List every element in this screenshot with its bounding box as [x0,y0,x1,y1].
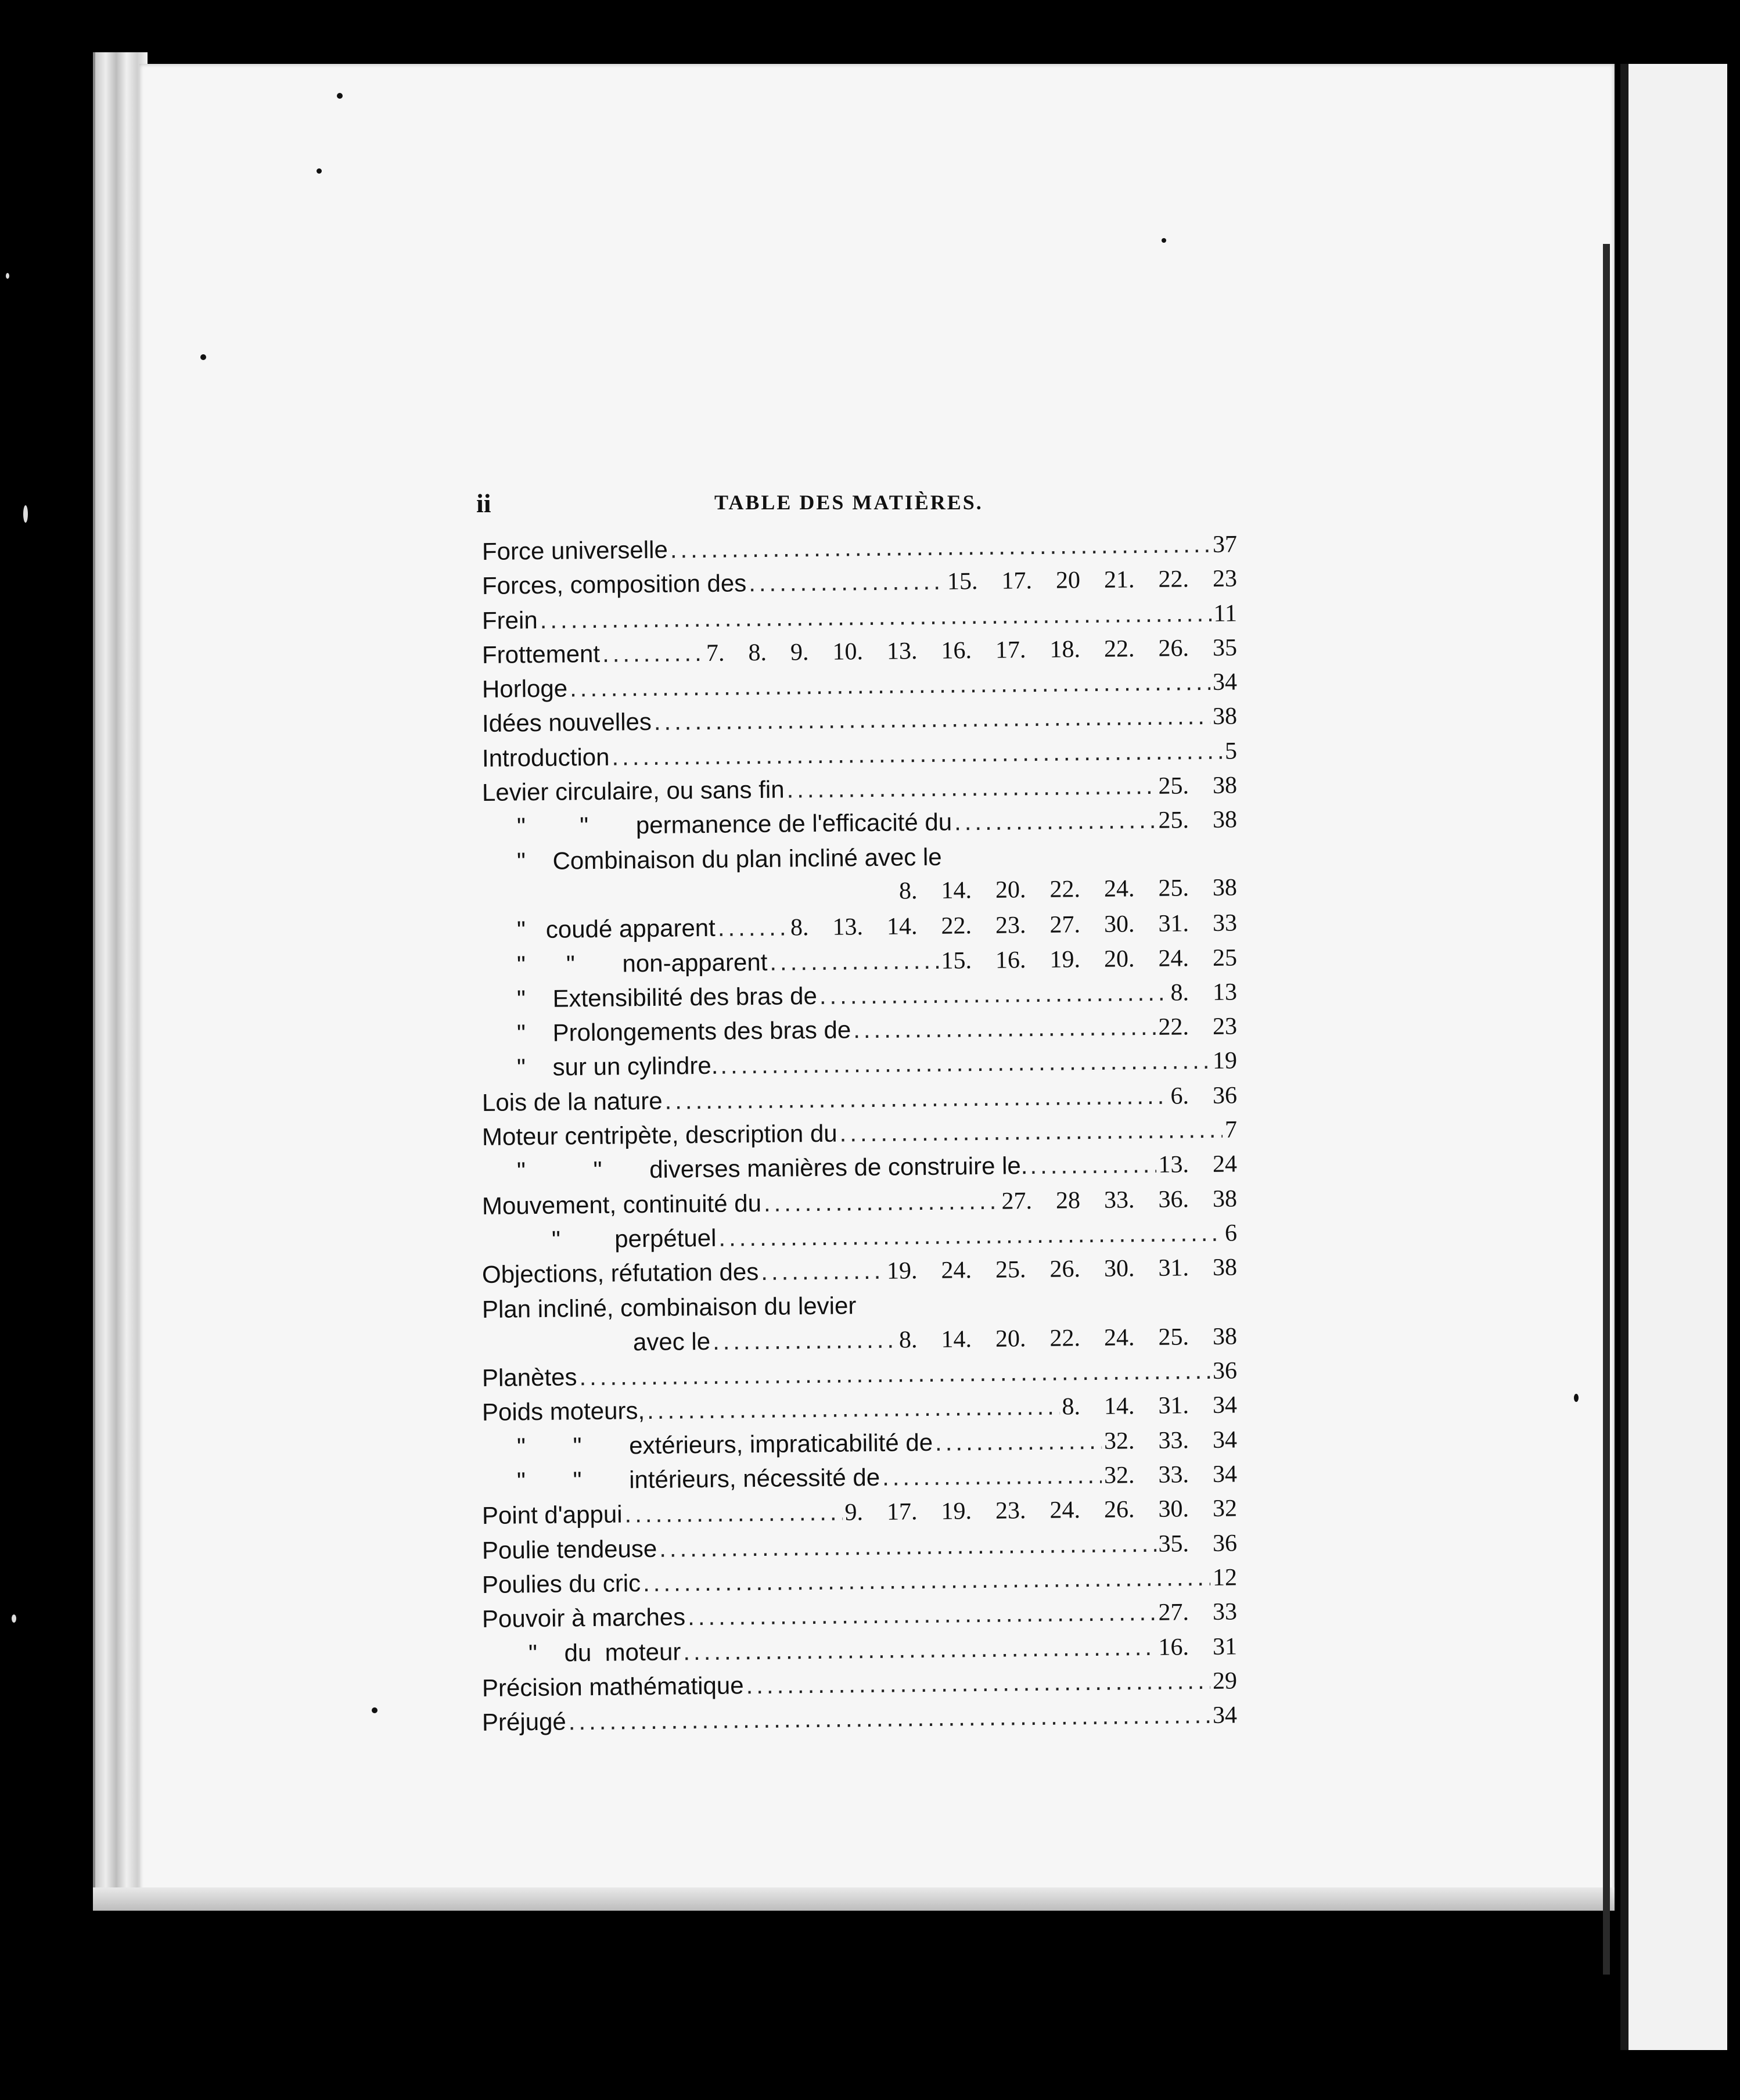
toc-entry-pages: 8. 14. 20. 22. 24. 25. 38 [898,1323,1238,1354]
toc-entry-pages: 15. 17. 20 21. 22. 23 [947,565,1238,595]
dot-leader [647,1389,1060,1428]
toc-entry-label: Idées nouvelles [481,708,652,738]
toc-entry-pages: 8. 13 [1170,979,1238,1006]
toc-entry-pages: 25. 38 [1158,806,1238,835]
toc-entry-pages: 8. 14. 20. 22. 24. 25. 38 [898,874,1238,905]
dot-leader [839,1112,1223,1150]
toc-entry-label: Pouvoir à marches [481,1603,686,1633]
toc-entry-pages: 36 [1212,1357,1238,1385]
toc-entry-pages: 32. 33. 34 [1103,1461,1238,1489]
toc-entry-label: Lois de la nature [481,1087,663,1116]
dot-leader [954,803,1156,839]
toc-entry-pages: 27. 28 33. 36. 38 [1001,1185,1238,1215]
scan-speck [1574,1394,1579,1402]
toc-entry-pages: 9. 17. 19. 23. 24. 26. 30. 32 [844,1495,1238,1526]
dot-leader [746,1663,1210,1703]
dot-leader [882,1458,1102,1494]
page-bottom-edge [93,1887,1615,1911]
dot-leader [643,1560,1210,1601]
dot-leader [654,699,1211,739]
toc-entry-pages: 19. 24. 25. 26. 30. 31. 38 [886,1254,1238,1285]
toc-entry-pages: 11 [1213,599,1238,627]
toc-entry-label: Frein [481,606,538,634]
toc-entry-pages: 22. 23 [1158,1013,1238,1041]
toc-entry-label: Force universelle [481,535,668,565]
toc-entry-label: " Combinaison du plan incliné avec le [516,843,942,875]
toc-entry-pages: 16. 31 [1158,1632,1238,1661]
toc-entry-label: avec le [632,1327,711,1356]
toc-entry-pages: 15. 16. 19. 20. 24. 25 [941,944,1238,975]
toc-entry-label: " " intérieurs, nécessité de [516,1463,880,1495]
toc-entry-pages: 6 [1224,1220,1238,1247]
dot-leader [717,910,788,945]
dot-leader [1030,1147,1156,1183]
dot-leader [664,1078,1169,1117]
dot-leader [688,1595,1156,1634]
binding-gutter [1603,244,1610,1975]
scan-speck [6,273,9,279]
running-head [476,488,1243,528]
dot-leader [683,1629,1156,1669]
toc-entry [482,1697,1238,1739]
toc-entry-pages: 6. 36 [1170,1082,1238,1110]
toc-entry-label: Planètes [481,1363,577,1392]
toc-entry-label: Introduction [481,743,610,772]
toc-entry-pages: 8. 14. 31. 34 [1062,1391,1238,1421]
dot-leader [602,635,704,671]
toc-entry-label: " " non-apparent [516,948,768,978]
dot-leader [944,862,1235,865]
scan-speck [372,1707,378,1713]
dot-leader [624,1495,843,1531]
toc-entry-label: Plan incliné, combinaison du levier [481,1291,857,1323]
toc-entry-label: Précision mathématique [481,1671,744,1702]
toc-entry-label: " Extensibilité des bras de [516,981,818,1013]
scan-speck [200,354,206,360]
toc-entry-label: Poulie tendeuse [481,1534,657,1564]
dot-leader [749,564,945,600]
toc-entry-pages: 37 [1212,531,1238,558]
dot-leader [670,527,1210,567]
toc-entry-label: " " permanence de l'efficacité du [516,808,952,840]
toc-entry-pages: 34 [1212,668,1238,696]
toc-entry-pages: 5 [1224,738,1238,765]
dot-leader [770,943,939,979]
toc-entry-label: " Prolongements des bras de [516,1016,851,1047]
toc-entry-pages: 34 [1212,1702,1238,1729]
toc-entry-pages: 27. 33 [1158,1598,1238,1627]
dot-leader [718,1216,1223,1255]
toc-entry-label: " " diverses manières de construire le. [516,1152,1028,1185]
dot-leader [659,1526,1156,1565]
toc-entry-label: Préjugé [481,1707,567,1736]
page-number: ii [476,488,491,518]
toc-entry-pages: 7 [1224,1116,1238,1144]
toc-entry-pages: 12 [1212,1564,1238,1591]
toc-entry-label: " coudé apparent [516,914,716,944]
dot-leader [853,1009,1156,1047]
page-title: TABLE DES MATIÈRES. [714,491,983,514]
scan-speck [23,505,28,523]
toc-entry-label: " sur un cylindre. [516,1052,718,1081]
facing-page [1620,64,1727,2050]
toc-entry-pages: 29 [1212,1667,1238,1695]
toc-entry-label: Forces, composition des [481,569,747,600]
toc-entry-pages: 32. 33. 34 [1103,1426,1238,1455]
toc-entry-label: Poids moteurs, [481,1397,645,1426]
dot-leader [713,1322,897,1358]
toc-entry-label: Objections, réfutation des [481,1258,759,1289]
scan-speck [317,168,322,174]
toc-entry-pages: 25. 38 [1158,772,1238,800]
toc-entry-label: Moteur centripète, description du [481,1119,837,1151]
toc-entry-label: " perpétuel [551,1224,717,1253]
toc-entry-pages: 35. 36 [1158,1529,1238,1558]
dot-leader [568,1698,1210,1739]
toc-entry-pages: 38 [1212,703,1238,731]
toc-entry-label: Frottement [481,639,601,668]
scan-speck [12,1614,16,1623]
dot-leader [935,1423,1102,1459]
dot-leader [761,1253,885,1289]
dot-leader [786,768,1156,807]
toc-entry-pages: 7. 8. 9. 10. 13. 16. 17. 18. 22. 26. 35 [706,634,1238,667]
toc-entry-pages: 19 [1212,1047,1238,1075]
toc-entry-pages: 8. 13. 14. 22. 23. 27. 30. 31. 33 [790,909,1238,941]
dot-leader [858,1310,1235,1314]
toc-entry-label: Horloge [481,674,568,703]
scan-speck [1162,238,1166,243]
toc-entry-label: Levier circulaire, ou sans fin [481,775,785,807]
dot-leader [764,1183,1000,1220]
toc-entry-label: Mouvement, continuité du [481,1189,762,1220]
toc-entry-pages: 13. 24 [1158,1150,1238,1179]
table-of-contents [481,531,1238,1739]
toc-entry-label: " " extérieurs, impraticabilité de [516,1428,933,1461]
dot-leader [720,1043,1210,1083]
scan-speck [337,93,343,99]
toc-entry-label: Point d'appui [481,1500,623,1530]
toc-entry-label: " du moteur [528,1637,681,1667]
dot-leader [635,898,897,901]
dot-leader [612,733,1223,774]
dot-leader [819,975,1169,1013]
toc-entry-label: Poulies du cric [481,1569,641,1598]
